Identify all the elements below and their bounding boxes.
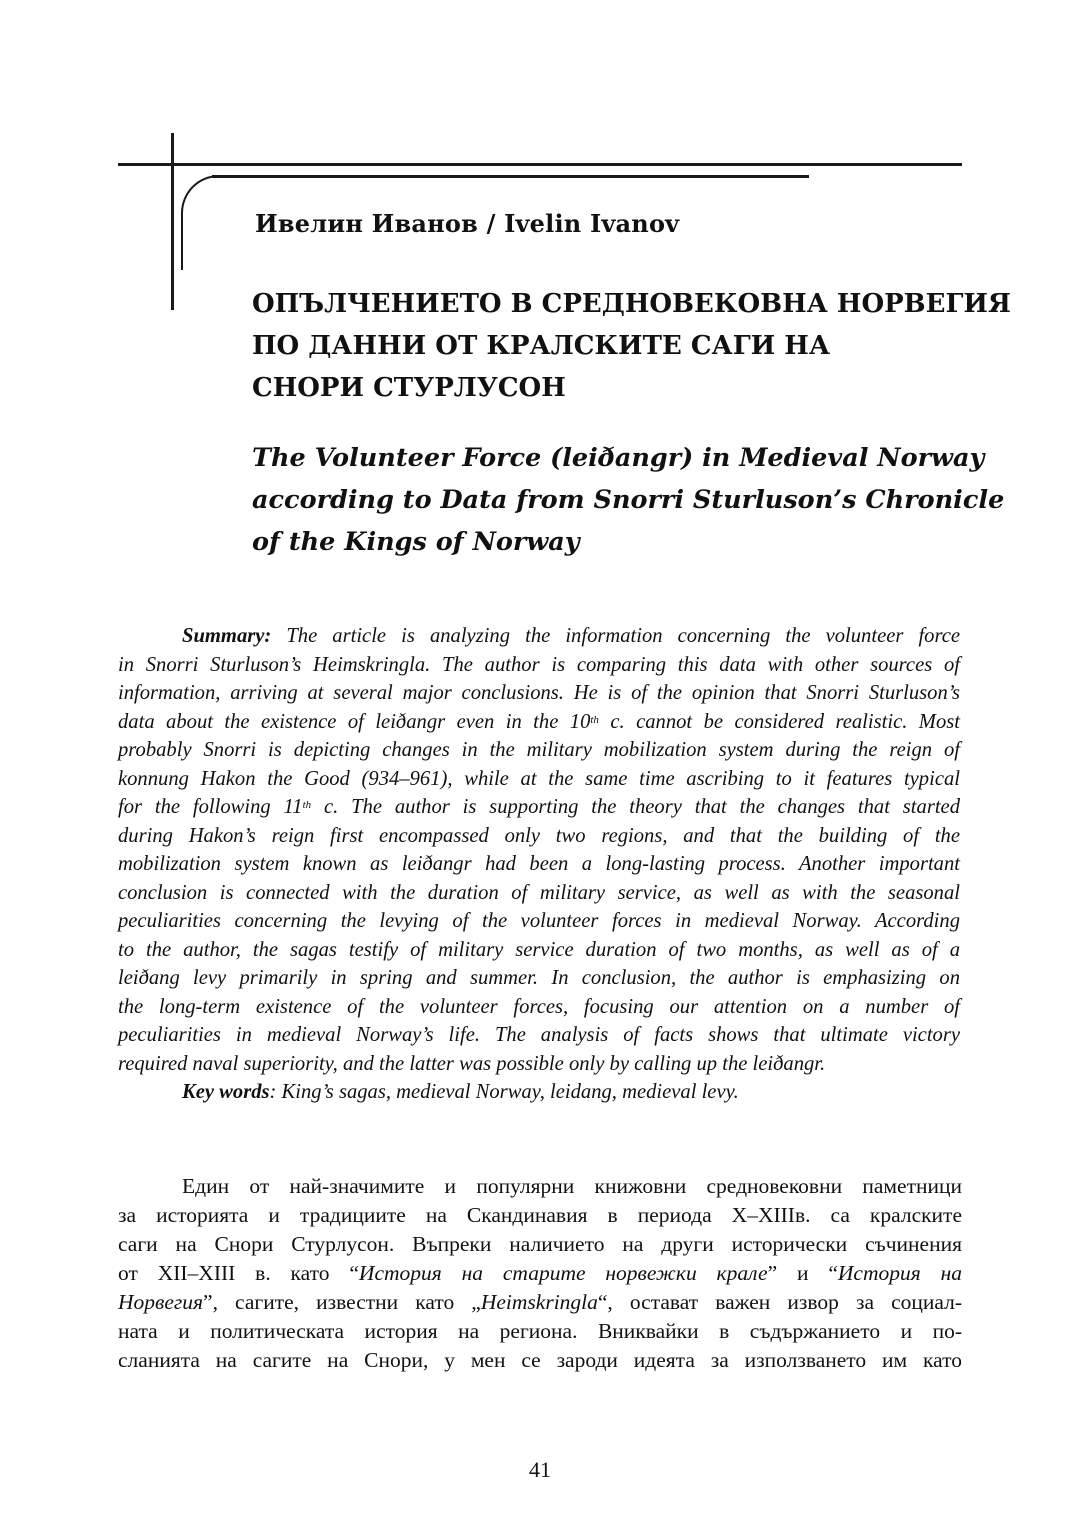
summary-line: the long-term existence of the volunteer forces, focusing our attention on a number of [118,995,960,1018]
title-bg-line: ПО ДАННИ ОТ КРАЛСКИТЕ САГИ НА [252,331,831,361]
header-inner-rule [212,175,809,178]
summary-line: peculiarities concerning the levying of the volunteer forces in medieval Norway. According [118,910,960,932]
summary-line: mobilization system known as leiðangr had been a long-lasting process. Another important [118,853,960,875]
keywords-label: Key words [182,1081,270,1103]
summary-line: information, arriving at several major conclusions. He is of the opinion that Snorri Sturluson’s [118,682,960,704]
summary-line: in Snorri Sturluson’s Heimskringla. The author is comparing this data with other sources of [118,653,960,676]
summary-line: konnung Hakon the Good (934–961), while at the same time ascribing to it features typical [118,767,960,790]
body-line: ната и политическата история на региона. Вниквайки в съдържанието и по- [118,1319,962,1343]
page-number: 41 [529,1457,551,1482]
body-line: сланията на сагите на Снори, у мен се зароди идеята за използването им като [118,1348,962,1372]
summary-line: for the following 11th c. The author is supporting the theory that the changes that started [118,796,960,818]
summary-line: data about the existence of leiðangr even in the 10th c. cannot be considered realistic. Most [118,710,960,733]
header-rounded-corner [181,175,221,270]
body-line: за историята и традициите на Скандинавия в периода X–XIIIв. са кралските [118,1203,962,1227]
title-bg-line: ОПЪЛЧЕНИЕТО В СРЕДНОВЕКОВНА НОРВЕГИЯ [252,289,1011,319]
title-bg-line: СНОРИ СТУРЛУСОН [252,373,566,403]
summary-line: Summary: The article is analyzing the information concerning the volunteer force [182,625,960,647]
body-line: Норвегия”, сагите, известни като „Heimskringla“, остават важен извор за социал- [118,1290,962,1314]
summary-line: leiðang levy primarily in spring and summer. In conclusion, the author is emphasizing on [118,967,960,989]
body-line: саги на Снори Стурлусон. Въпреки наличието на други исторически съчинения [118,1232,962,1256]
keywords-text: : King’s sagas, medieval Norway, leidang, medieval levy. [269,1081,739,1103]
summary-line: peculiarities in medieval Norway’s life. The analysis of facts shows that ultimate victory [118,1024,960,1046]
title-en-line: The Volunteer Force (leiðangr) in Medieval Norway [252,443,985,473]
body-line: от XII–XIII в. като “История на старите норвежки крале” и “История на [118,1261,963,1285]
author-name: Ивелин Иванов / Ivelin Ivanov [255,209,680,238]
article-title-bulgarian [252,283,1011,409]
summary-abstract [118,622,960,1107]
title-en-line: of the Kings of Norway [252,527,580,557]
summary-line: during Hakon’s reign first encompassed only two regions, and that the building of the [118,824,960,847]
body-paragraph [118,1172,962,1375]
summary-line: probably Snorri is depicting changes in the military mobilization system during the reign of [118,739,960,761]
title-en-line: according to Data from Snorri Sturluson’s Chronicle [252,485,1005,515]
keywords-line [118,1078,960,1107]
summary-line: required naval superiority, and the latter was possible only by calling up the leiðangr. [118,1052,826,1075]
header-horizontal-rule [118,163,962,166]
summary-label: Summary: [182,625,272,647]
body-line: Един от най-значимите и популярни книжовни средновековни паметници [182,1174,962,1198]
summary-line: conclusion is connected with the duration of military service, as well as with the seasonal [118,881,960,904]
header-vertical-rule [171,133,174,310]
summary-line: to the author, the sagas testify of military service duration of two months, as well as of a [118,938,960,961]
article-title-english [252,437,1005,563]
